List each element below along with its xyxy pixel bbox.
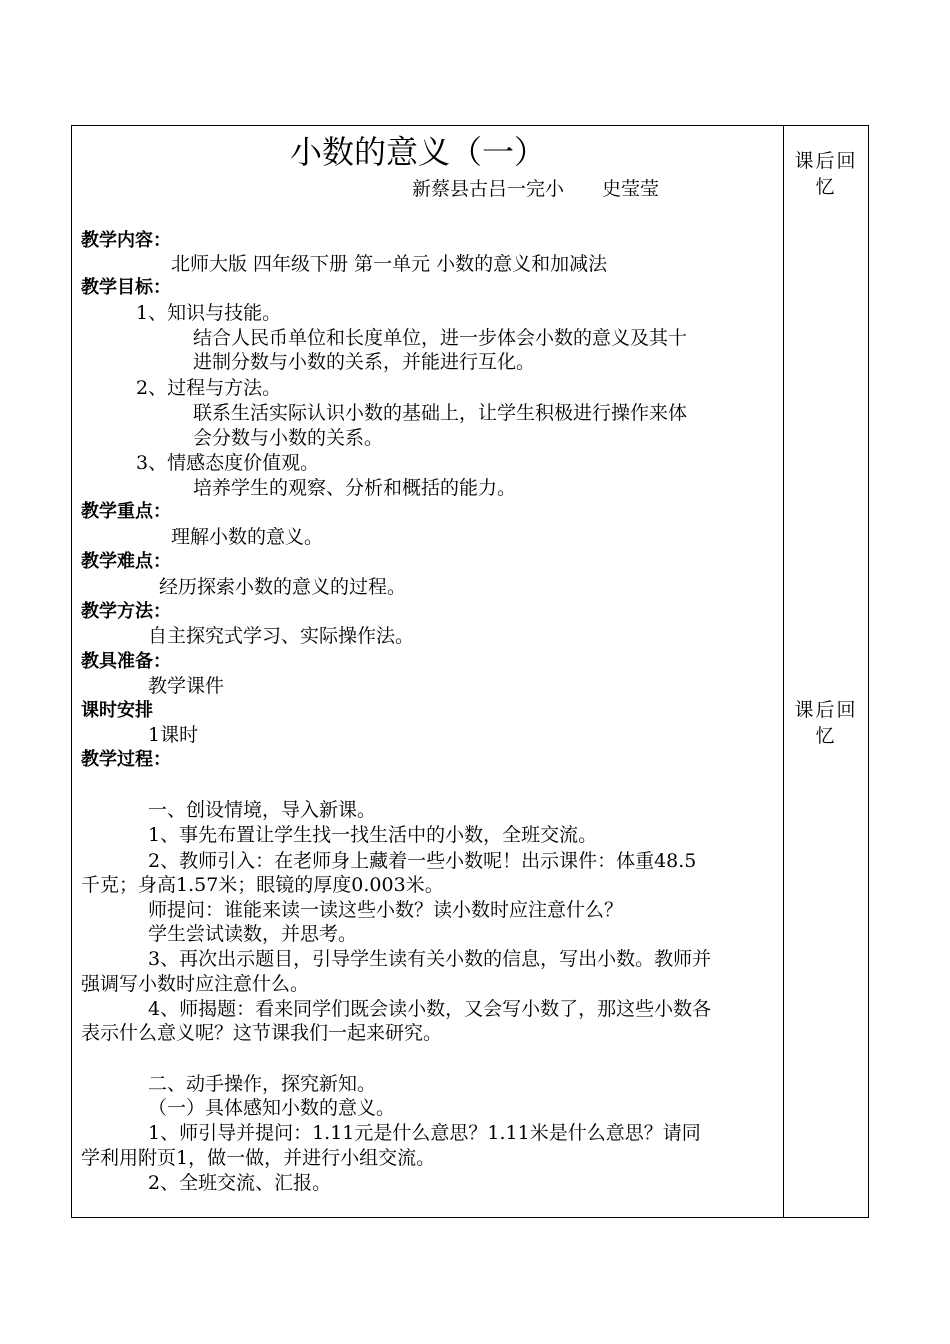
section1-step3-line1: 3、再次出示题目，引导学生读有关小数的信息，写出小数。教师并: [148, 948, 712, 970]
key-text: 理解小数的意义。: [171, 526, 324, 548]
side-note-middle: 课后回 忆: [794, 699, 858, 747]
side-note-top: 课后回 忆: [794, 150, 858, 198]
key-heading: 教学重点：: [81, 501, 171, 522]
difficulty-heading: 教学难点：: [81, 551, 171, 572]
content-text: 北师大版 四年级下册 第一单元 小数的意义和加减法: [171, 253, 608, 275]
difficulty-text: 经历探索小数的意义的过程。: [159, 576, 407, 598]
schedule-heading: 课时安排: [81, 700, 153, 721]
schedule-text: 1课时: [148, 724, 199, 746]
column-divider: [783, 125, 784, 1218]
section2-step1-line1: 1、师引导并提问：1.11元是什么意思？1.11米是什么意思？请同: [148, 1122, 701, 1144]
section2-title: 二、动手操作，探究新知。: [148, 1073, 377, 1095]
section1-step2-line2: 千克；身高1.57米；眼镜的厚度0.003米。: [81, 874, 444, 896]
section1-step2-line1: 2、教师引入：在老师身上藏着一些小数呢！出示课件：体重48.5: [148, 850, 697, 872]
goals-heading: 教学目标：: [81, 277, 171, 298]
page-title: 小数的意义（一）: [290, 133, 547, 171]
goal2-line2: 会分数与小数的关系。: [193, 427, 384, 449]
method-text: 自主探究式学习、实际操作法。: [148, 625, 415, 647]
lesson-plan-table: [71, 125, 869, 1218]
section1-step1: 1、事先布置让学生找一找生活中的小数，全班交流。: [148, 824, 598, 846]
section1-answer: 学生尝试读数，并思考。: [148, 923, 358, 945]
section2-step1-line2: 学利用附页1，做一做，并进行小组交流。: [81, 1147, 436, 1169]
goal1-line2: 进制分数与小数的关系，并能进行互化。: [193, 351, 536, 373]
content-heading: 教学内容：: [81, 230, 171, 251]
goal2-title: 2、过程与方法。: [136, 377, 282, 399]
process-heading: 教学过程：: [81, 749, 171, 770]
method-heading: 教学方法：: [81, 601, 171, 622]
section1-step3-line2: 强调写小数时应注意什么。: [81, 973, 310, 995]
tools-text: 教学课件: [148, 675, 225, 697]
goal3-title: 3、情感态度价值观。: [136, 452, 320, 474]
section2-subtitle: （一）具体感知小数的意义。: [148, 1097, 396, 1119]
goal1-title: 1、知识与技能。: [136, 302, 282, 324]
section1-step4-line2: 表示什么意义呢？这节课我们一起来研究。: [81, 1022, 443, 1044]
section1-step4-line1: 4、师揭题：看来同学们既会读小数，又会写小数了，那这些小数各: [148, 998, 712, 1020]
tools-heading: 教具准备：: [81, 651, 171, 672]
section1-question: 师提问：谁能来读一读这些小数？读小数时应注意什么？: [148, 899, 624, 921]
goal3-line1: 培养学生的观察、分析和概括的能力。: [193, 477, 517, 499]
goal1-line1: 结合人民币单位和长度单位，进一步体会小数的意义及其十: [193, 327, 688, 349]
section2-step2: 2、全班交流、汇报。: [148, 1172, 332, 1194]
section1-title: 一、创设情境，导入新课。: [148, 799, 377, 821]
goal2-line1: 联系生活实际认识小数的基础上，让学生积极进行操作来体: [193, 402, 688, 424]
author-line: 新蔡县古吕一完小 史莹莹: [412, 178, 660, 200]
